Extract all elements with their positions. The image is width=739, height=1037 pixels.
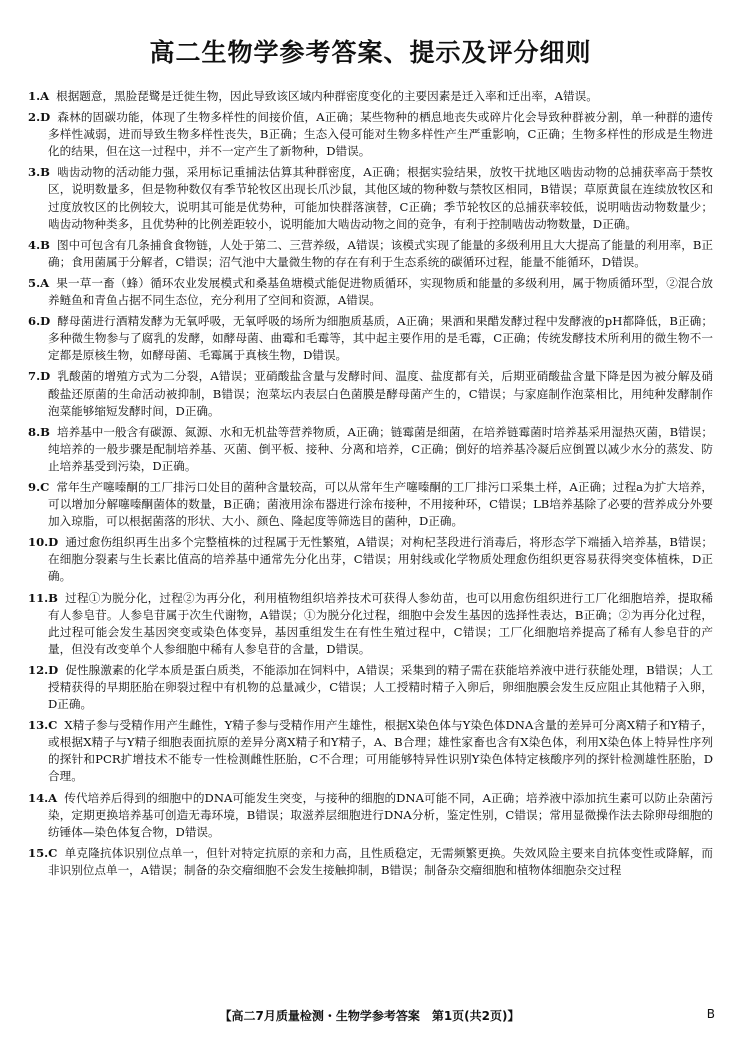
- question-number: 3.: [28, 165, 41, 180]
- question-number: 9.: [28, 479, 41, 494]
- answer-letter: B: [40, 165, 50, 180]
- answer-letter: B: [40, 237, 50, 252]
- answer-letter: C: [48, 718, 58, 733]
- answer-explanation: 常年生产噻嗪酮的工厂排污口处目的菌种含量较高，可以从常年生产噻嗪酮的工厂排污口采集土样，A正确；过程a为扩大培养，可以增加分解噻嗪酮菌体的数量，B正确；菌液用涂布器进行涂布接种，不用接种环，C错误；LB培养基除了必要的营养成分外要加入琼脂，可以根据菌落的形状、大小、颜色、隆起度等筛选目的菌种，D正确。: [48, 479, 713, 529]
- answer-explanation: 培养基中一般含有碳源、氮源、水和无机盐等营养物质，A正确；链霉菌是细菌，在培养链霉菌时培养基采用湿热灭菌，B错误；纯培养的一般步骤是配制培养基、灭菌、倒平板、接种、分离和培养，C正确；倒好的培养基冷凝后应倒置以减少水分的蒸发、防止培养基受到污染，D正确。: [48, 424, 713, 473]
- question-number: 10.: [28, 535, 49, 550]
- question-number: 1.: [28, 89, 41, 103]
- answer-list: [28, 88, 713, 879]
- answer-item: [28, 164, 713, 232]
- answer-letter: A: [40, 89, 50, 103]
- question-number: 11.: [28, 590, 49, 605]
- answer-letter: B: [40, 424, 50, 439]
- answer-explanation: 单克隆抗体识别位点单一，但针对特定抗原的亲和力高，且性质稳定，无需频繁更换。失效风险主要来自抗体变性或降解，而非识别位点单一，A错误；制备的杂交瘤细胞不会发生接触抑制，B错误；制备杂交瘤细胞和植物体细胞杂交过程: [48, 845, 713, 877]
- answer-explanation: 过程①为脱分化，过程②为再分化，利用植物组织培养技术可获得人参幼苗，也可以用愈伤组织进行工厂化细胞培养，提取稀有人参皂苷。人参皂苷属于次生代谢物，A错误；①为脱分化过程，细胞中会发生基因的选择性表达，B正确；②为再分化过程，此过程可能会发生基因突变或染色体变异，基因重组发生在有性生殖过程中，C错误；工厂化细胞培养提高了稀有人参皂苷的产量，但没有改变单个人参细胞中稀有人参皂苷的含量，D错误。: [48, 590, 713, 656]
- answer-letter: C: [40, 479, 50, 494]
- footer-code: B: [706, 1007, 715, 1021]
- answer-explanation: 传代培养后得到的细胞中的DNA可能发生突变，与接种的细胞的DNA可能不同，A正确；培养液中添加抗生素可以防止杂菌污染，定期更换培养基可创造无毒环境，B错误；取滋养层细胞进行DNA分析，鉴定性别，C错误；常用显微操作法去除卵母细胞的纺锤体—染色体复合物，D错误。: [48, 790, 713, 839]
- answer-item: [28, 590, 713, 658]
- document-title: 高二生物学参考答案、提示及评分细则: [149, 38, 592, 67]
- answer-letter: D: [40, 110, 51, 125]
- answer-item: [28, 237, 713, 271]
- answer-explanation: 啮齿动物的活动能力强，采用标记重捕法估算其种群密度，A正确；根据实验结果，放牧干扰地区啮齿动物的总捕获率高于禁牧区，说明数量多，但是物种数仅有季节轮牧区出现长爪沙鼠，其他区域的物种数与禁牧区相同，B错误；草原黄鼠在连续放牧区和过度放牧区的比例较大，说明其可能是优势种，可能加快群落演替，C正确；季节轮牧区的总捕获率较低，说明啮齿动物数量少；啮齿动物种类多，且优势种的比例差距较小，说明能加大啮齿动物之间的竞争，有利于控制啮齿动物数量，D正确。: [48, 165, 713, 231]
- answer-item: [28, 109, 713, 160]
- answer-letter: A: [48, 790, 58, 805]
- answer-item: [28, 88, 713, 105]
- question-number: 12.: [28, 662, 49, 677]
- answer-letter: D: [40, 369, 51, 384]
- question-number: 7.: [28, 369, 41, 384]
- question-number: 14.: [28, 790, 49, 805]
- question-number: 6.: [28, 314, 41, 329]
- question-number: 5.: [28, 275, 41, 290]
- question-number: 13.: [28, 718, 49, 733]
- answer-explanation: 图中可包含有几条捕食食物链，人处于第二、三营养级，A错误；该模式实现了能量的多级利用且大大提高了能量的利用率，B正确；食用菌属于分解者，C错误；沼气池中大量微生物的存在有利于生态系统的碳循环过程，能量不能循环，D错误。: [48, 237, 713, 269]
- question-number: 15.: [28, 845, 49, 860]
- answer-letter: B: [48, 590, 58, 605]
- answer-item: [28, 790, 713, 841]
- answer-explanation: X精子参与受精作用产生雌性，Y精子参与受精作用产生雄性，根据X染色体与Y染色体DNA含量的差异可分离X精子和Y精子，或根据X精子与Y精子细胞表面抗原的差异分离X精子和Y精子，A、B合理；雄性家畜也含有X染色体，利用X染色体上特异性序列的探针和PCR扩增技术不能专一性检测雌性胚胎，C不合理；可用能够特异性识别Y染色体特定核酸序列的探针检测雄性胚胎，D合理。: [48, 718, 713, 784]
- answer-item: [28, 424, 713, 475]
- answer-explanation: 果一草一畜（蜂）循环农业发展模式和桑基鱼塘模式能促进物质循环，实现物质和能量的多级利用，属于物质循环型，②混合放养鲢鱼和青鱼占据不同生态位，充分利用了空间和资源，A错误。: [48, 275, 713, 308]
- page-footer: 【高二7月质量检测・生物学参考答案 第1页(共2页)】: [219, 1009, 520, 1023]
- answer-explanation: 酵母菌进行酒精发酵为无氧呼吸，无氧呼吸的场所为细胞质基质，A正确；果酒和果醋发酵过程中发酵液的pH都降低，B正确；多种微生物参与了腐乳的发酵，如酵母菌、曲霉和毛霉等，其中起主要作用的是毛霉，C正确；传统发酵技术所利用的微生物不一定都是原核生物，如酵母菌、毛霉属于真核生物，D错误。: [48, 314, 713, 363]
- answer-letter: C: [48, 845, 58, 860]
- answer-letter: D: [40, 314, 51, 329]
- answer-explanation: 促性腺激素的化学本质是蛋白质类，不能添加在饲料中，A错误；采集到的精子需在获能培养液中进行获能处理，B错误；人工授精获得的早期胚胎在卵裂过程中有机物的总量减少，C错误；人工授精时精子入卵后，卵细胞膜会发生反应阻止其他精子入卵，D正确。: [48, 662, 713, 712]
- answer-item: [28, 662, 713, 713]
- answer-item: [28, 479, 713, 530]
- answer-item: [28, 313, 713, 364]
- answer-item: [28, 275, 713, 309]
- answer-letter: D: [48, 535, 59, 550]
- answer-item: [28, 845, 713, 879]
- answer-item: [28, 368, 713, 419]
- answer-item: [28, 717, 713, 785]
- answer-letter: A: [40, 275, 50, 290]
- answer-explanation: 森林的固碳功能，体现了生物多样性的间接价值，A正确；某些物种的栖息地丧失或碎片化会导致种群被分割，单一种群的遗传多样性减弱，进而导致生物多样性丧失，B正确；生态入侵可能对生物多样性产生严重影响，C正确；生物多样性的形成是生物进化的结果，但在这一过程中，并不一定产生了新物种，D错误。: [48, 110, 713, 159]
- answer-explanation: 乳酸菌的增殖方式为二分裂，A错误；亚硝酸盐含量与发酵时间、温度、盐度都有关，后期亚硝酸盐含量下降是因为被分解及硝酸盐还原菌的生命活动被抑制，B错误；泡菜坛内表层白色菌膜是酵母菌产生的，C错误；与家庭制作泡菜相比，用纯种发酵制作泡菜能够缩短发酵时间，D正确。: [48, 369, 713, 418]
- answer-explanation: 通过愈伤组织再生出多个完整植株的过程属于无性繁殖，A错误；对枸杞茎段进行消毒后，将形态学下端插入培养基，B错误；在细胞分裂素与生长素比值高的培养基中通常先分化出芽，C错误；用射线或化学物质处理愈伤组织更容易获得突变体植株，D正确。: [48, 535, 713, 584]
- answer-item: [28, 534, 713, 585]
- answer-explanation: 根据题意，黑脸琵鹭是迁徙生物，因此导致该区域内种群密度变化的主要因素是迁入率和迁出率，A错误。: [56, 89, 598, 103]
- question-number: 4.: [28, 237, 41, 252]
- question-number: 2.: [28, 110, 41, 125]
- answer-letter: D: [48, 662, 59, 677]
- question-number: 8.: [28, 424, 41, 439]
